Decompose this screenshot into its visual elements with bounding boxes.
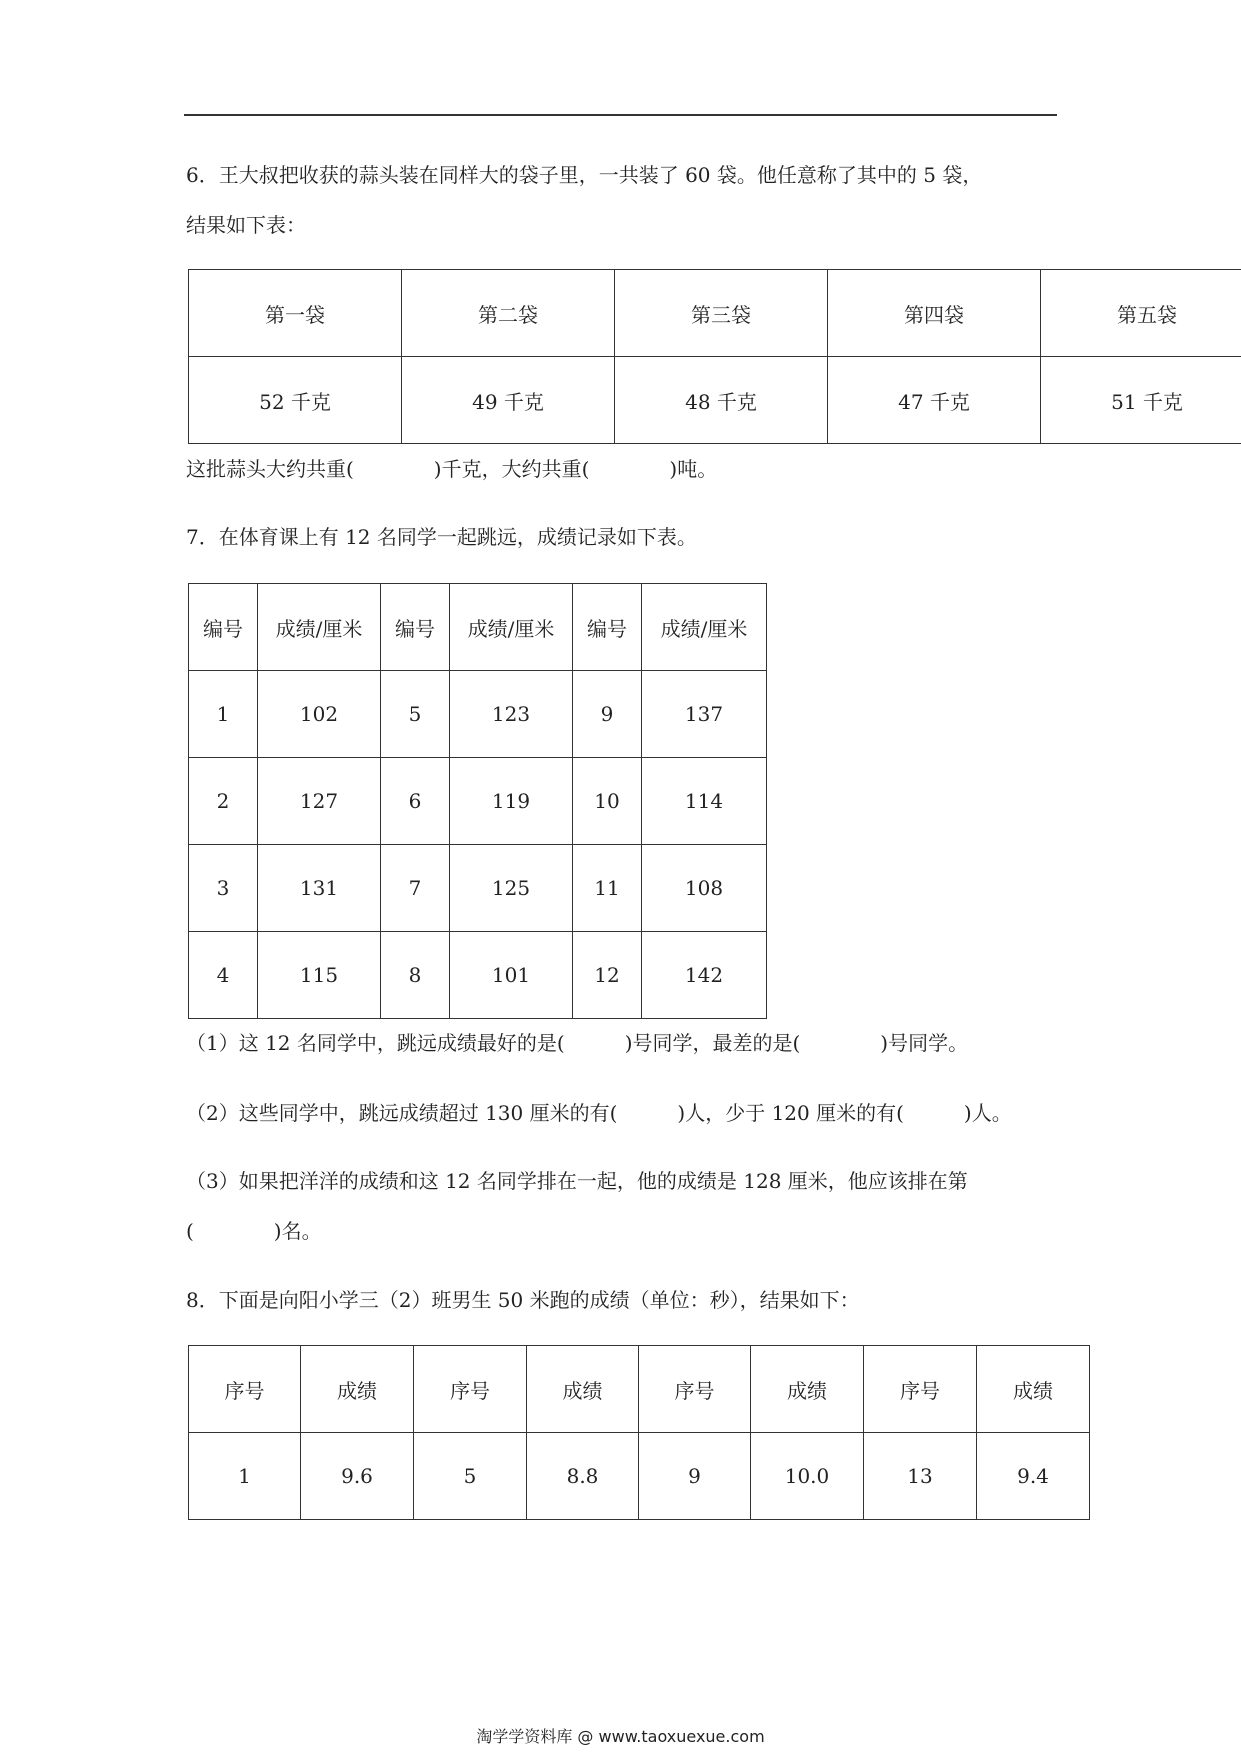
q6-table-value-row xyxy=(189,357,1241,444)
q7-cell: 11 xyxy=(573,845,642,932)
q8-header-cell: 成绩 xyxy=(301,1346,414,1433)
q8-value-cell: 13 xyxy=(864,1433,977,1520)
q6-value-cell: 49 千克 xyxy=(402,357,615,444)
footer-watermark: 淘学学资料库 @ www.taoxuexue.com xyxy=(476,1727,765,1746)
q6-value-cell: 47 千克 xyxy=(828,357,1041,444)
q8-value-cell: 10.0 xyxy=(751,1433,864,1520)
q7-sub1: （1）这 12 名同学中，跳远成绩最好的是( )号同学，最差的是( )号同学。 xyxy=(186,1031,969,1055)
q7-cell: 101 xyxy=(450,932,573,1019)
q8-value-cell: 9.4 xyxy=(977,1433,1090,1520)
q6-text-line2: 结果如下表： xyxy=(186,213,306,237)
q8-value-cell: 1 xyxy=(189,1433,301,1520)
q7-table-header-row xyxy=(189,584,767,671)
q7-header-cell: 编号 xyxy=(573,584,642,671)
q7-header-cell: 编号 xyxy=(189,584,258,671)
q8-header-cell: 序号 xyxy=(864,1346,977,1433)
q7-cell: 114 xyxy=(642,758,767,845)
q7-cell: 115 xyxy=(258,932,381,1019)
q8-header-cell: 序号 xyxy=(189,1346,301,1433)
q6-header-cell: 第三袋 xyxy=(615,270,828,357)
q8-header-cell: 成绩 xyxy=(751,1346,864,1433)
q7-sub3-line1: （3）如果把洋洋的成绩和这 12 名同学排在一起，他的成绩是 128 厘米，他应该排在第 xyxy=(186,1169,968,1193)
q7-cell: 142 xyxy=(642,932,767,1019)
q7-cell: 119 xyxy=(450,758,573,845)
q7-table xyxy=(188,583,767,1019)
q8-header-cell: 序号 xyxy=(414,1346,527,1433)
table-row xyxy=(189,671,767,758)
q7-cell: 125 xyxy=(450,845,573,932)
q6-header-cell: 第四袋 xyxy=(828,270,1041,357)
q8-header-cell: 成绩 xyxy=(977,1346,1090,1433)
table-row xyxy=(189,758,767,845)
q7-cell: 7 xyxy=(381,845,450,932)
q8-table-header-row xyxy=(189,1346,1090,1433)
q7-cell: 123 xyxy=(450,671,573,758)
q7-header-cell: 成绩/厘米 xyxy=(450,584,573,671)
q6-value-cell: 48 千克 xyxy=(615,357,828,444)
q6-header-cell: 第五袋 xyxy=(1041,270,1241,357)
q7-cell: 10 xyxy=(573,758,642,845)
q7-sub3-line2: ( )名。 xyxy=(186,1219,322,1243)
q7-sub2: （2）这些同学中，跳远成绩超过 130 厘米的有( )人，少于 120 厘米的有( )人。 xyxy=(186,1101,1012,1125)
q7-cell: 127 xyxy=(258,758,381,845)
q6-answer: 这批蒜头大约共重( )千克，大约共重( )吨。 xyxy=(186,457,718,481)
q8-value-cell: 9.6 xyxy=(301,1433,414,1520)
q7-cell: 137 xyxy=(642,671,767,758)
q7-cell: 102 xyxy=(258,671,381,758)
q6-header-cell: 第二袋 xyxy=(402,270,615,357)
q7-cell: 1 xyxy=(189,671,258,758)
q6-table-header-row xyxy=(189,270,1241,357)
table-row xyxy=(189,932,767,1019)
q8-value-cell: 5 xyxy=(414,1433,527,1520)
q8-header-cell: 序号 xyxy=(639,1346,751,1433)
q8-text: 8．下面是向阳小学三（2）班男生 50 米跑的成绩（单位：秒），结果如下： xyxy=(186,1288,860,1312)
q8-table xyxy=(188,1345,1090,1520)
header-rule xyxy=(184,114,1057,116)
table-row xyxy=(189,845,767,932)
q7-cell: 8 xyxy=(381,932,450,1019)
q6-header-cell: 第一袋 xyxy=(189,270,402,357)
q6-table xyxy=(188,269,1241,444)
q7-cell: 2 xyxy=(189,758,258,845)
q8-value-cell: 9 xyxy=(639,1433,751,1520)
q7-text: 7．在体育课上有 12 名同学一起跳远，成绩记录如下表。 xyxy=(186,525,697,549)
q7-cell: 3 xyxy=(189,845,258,932)
q6-value-cell: 52 千克 xyxy=(189,357,402,444)
q8-header-cell: 成绩 xyxy=(527,1346,639,1433)
q8-value-cell: 8.8 xyxy=(527,1433,639,1520)
q7-cell: 6 xyxy=(381,758,450,845)
q7-header-cell: 编号 xyxy=(381,584,450,671)
q8-table-value-row xyxy=(189,1433,1090,1520)
q7-cell: 12 xyxy=(573,932,642,1019)
q7-cell: 4 xyxy=(189,932,258,1019)
q7-cell: 5 xyxy=(381,671,450,758)
q6-text-line1: 6．王大叔把收获的蒜头装在同样大的袋子里，一共装了 60 袋。他任意称了其中的 5 袋， xyxy=(186,163,983,187)
q7-cell: 108 xyxy=(642,845,767,932)
q7-header-cell: 成绩/厘米 xyxy=(258,584,381,671)
q7-cell: 9 xyxy=(573,671,642,758)
q6-value-cell: 51 千克 xyxy=(1041,357,1241,444)
q7-cell: 131 xyxy=(258,845,381,932)
q7-header-cell: 成绩/厘米 xyxy=(642,584,767,671)
